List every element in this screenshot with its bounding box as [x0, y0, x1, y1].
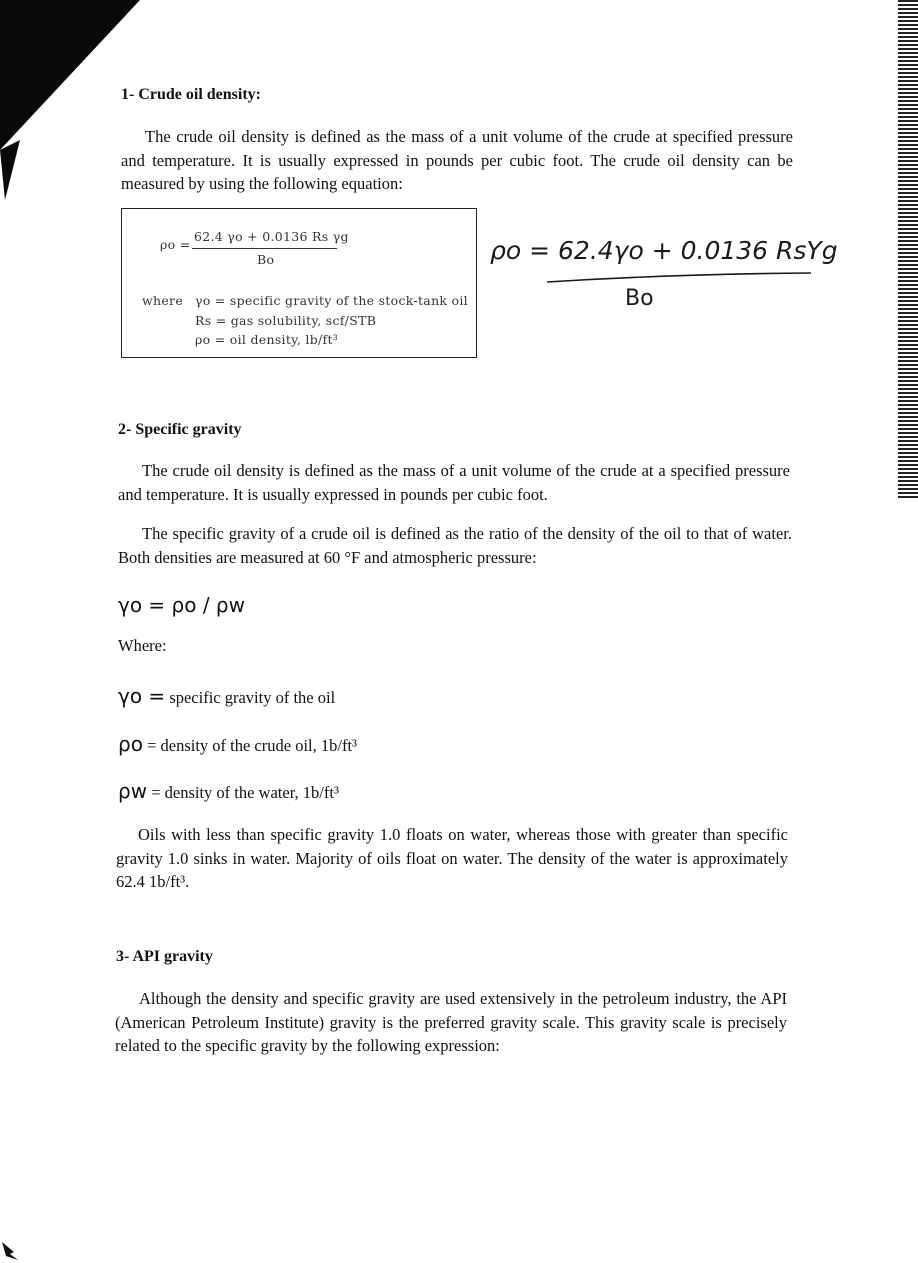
equation-where-label: where — [142, 293, 184, 308]
section2-paragraph2: The specific gravity of a crude oil is defined as the ratio of the density of the oil to that of water. Both densities are measured at 60 °F and atmospheric pressure: — [118, 524, 792, 567]
equation-fraction-line — [192, 248, 337, 249]
scan-edge-right — [898, 0, 918, 500]
section1-paragraph: The crude oil density is defined as the mass of a unit volume of the crude at specified pressure and temperature. It is usually expressed in pounds per cubic foot. The crude oil density can be measured by using the following equation: — [121, 127, 793, 193]
definition-row — [118, 684, 335, 708]
section3-heading: 3- API gravity — [116, 948, 213, 965]
equation-lhs: ρo = — [160, 237, 191, 252]
handwritten-fraction-line — [545, 270, 815, 286]
scan-speck-bottom-left — [0, 1238, 24, 1263]
where-label: Where: — [118, 636, 167, 655]
section2-paragraph3: Oils with less than specific gravity 1.0 floats on water, whereas those with greater than specific gravity 1.0 sinks in water. Majority of oils float on water. The density of the water is approximately 62.4 1b/ft³. — [116, 825, 788, 891]
equation-def-2: Rs = gas solubility, scf/STB — [195, 313, 377, 328]
definition-row — [118, 779, 339, 803]
section1-heading: 1- Crude oil density: — [121, 86, 261, 103]
section3-paragraph: Although the density and specific gravity are used extensively in the petroleum industry, the API (American Petroleum Institute) gravity is the preferred gravity scale. This gravity scale is precisely related to the specific gravity by the following expression: — [115, 989, 787, 1055]
section2-heading: 2- Specific gravity — [118, 421, 242, 438]
definition-symbol: ρw — [118, 779, 148, 803]
specific-gravity-formula: γo = ρo / ρw — [118, 593, 245, 617]
definition-text: = density of the crude oil, 1b/ft³ — [147, 736, 357, 755]
handwritten-denominator: Bo — [625, 286, 654, 311]
definition-row — [118, 732, 357, 756]
handwritten-numerator: ρo = 62.4γo + 0.0136 RsYg — [490, 236, 838, 265]
definition-text: = density of the water, 1b/ft³ — [151, 783, 339, 802]
equation-def-1: γo = specific gravity of the stock-tank oil — [195, 293, 468, 308]
definition-text: specific gravity of the oil — [169, 688, 336, 707]
section2-paragraph1: The crude oil density is defined as the mass of a unit volume of the crude at a specified pressure and temperature. It is usually expressed in pounds per cubic foot. — [118, 461, 790, 504]
equation-def-3: ρo = oil density, lb/ft³ — [195, 332, 339, 347]
equation-denominator: Bo — [257, 252, 275, 267]
definition-symbol: γo = — [118, 684, 166, 708]
equation-numerator: 62.4 γo + 0.0136 Rs γg — [194, 229, 349, 244]
definition-symbol: ρo — [118, 732, 143, 756]
equation-box — [121, 208, 477, 358]
